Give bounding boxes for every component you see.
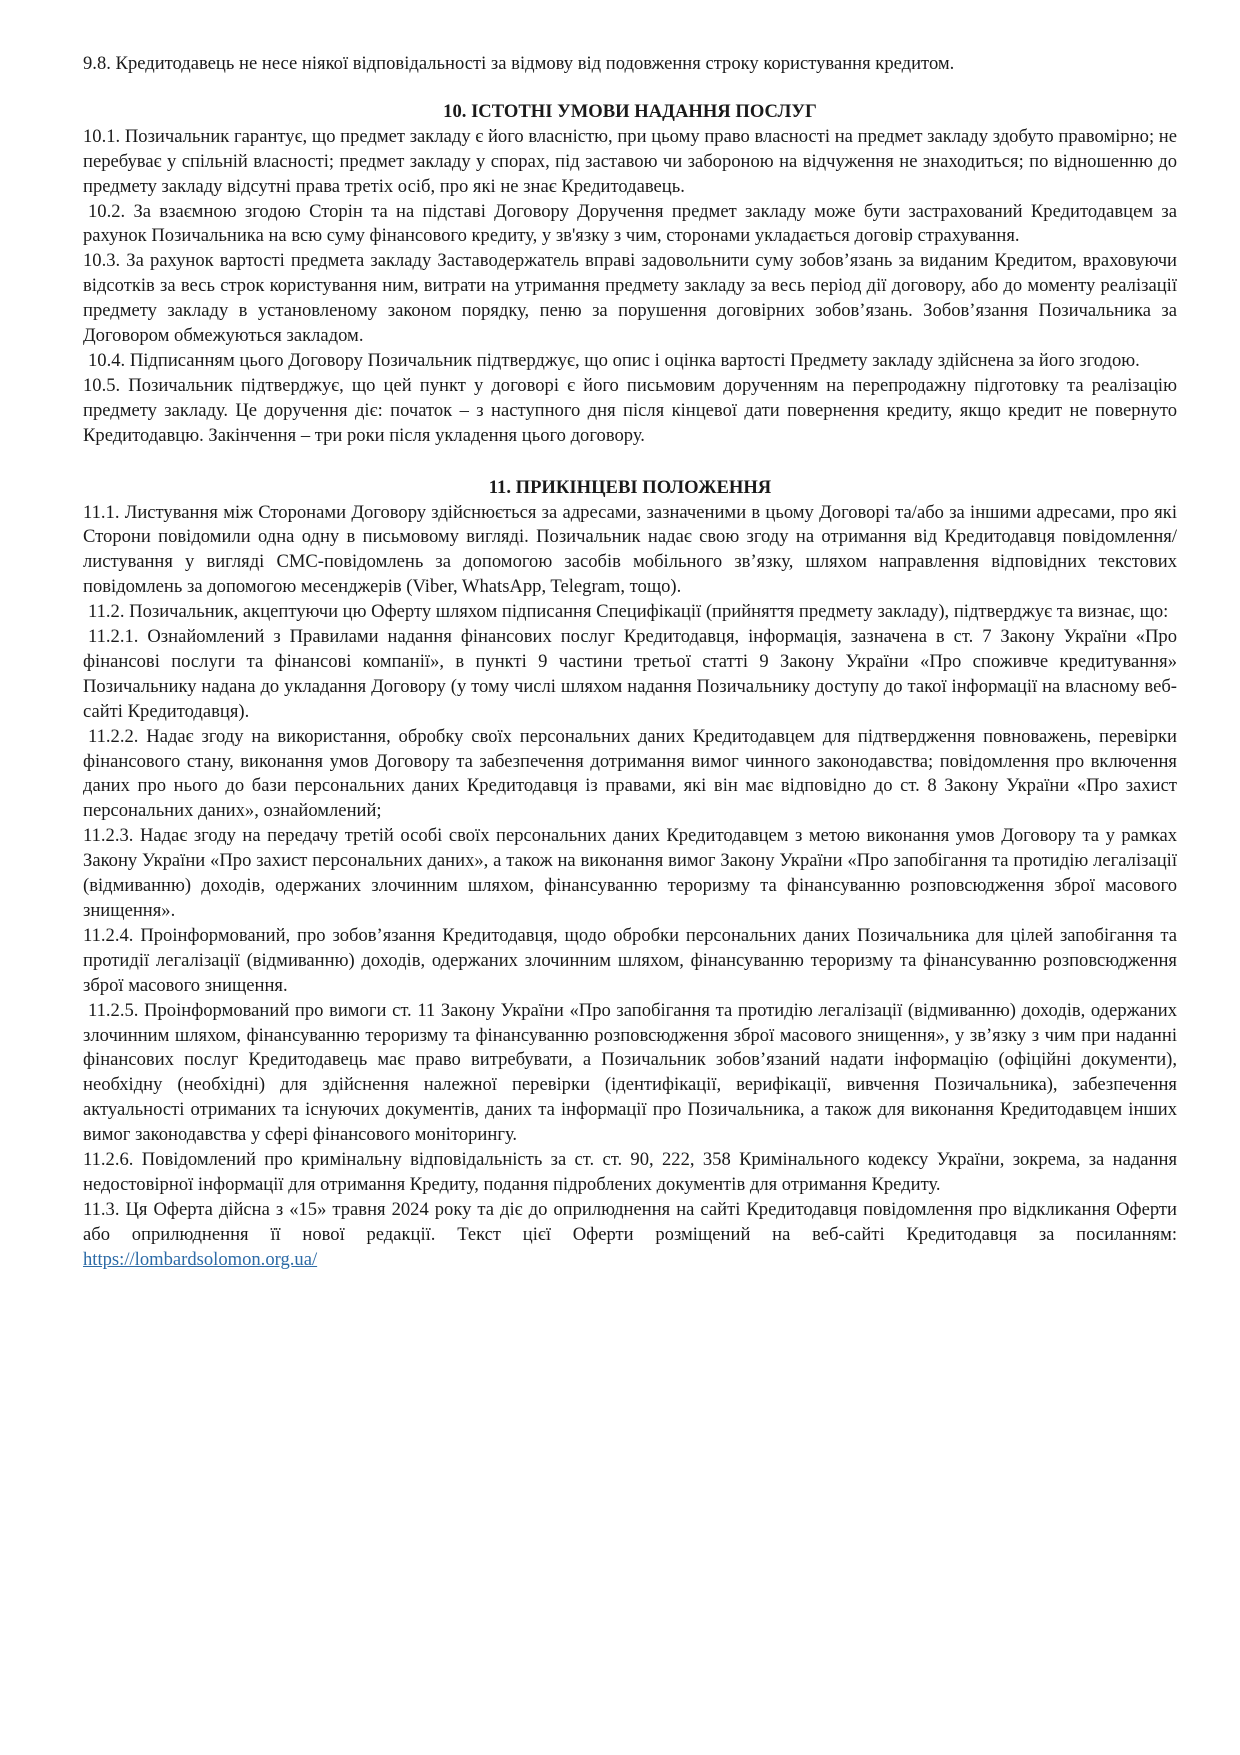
paragraph-11-2-3: 11.2.3. Надає згоду на передачу третій особі своїх персональних даних Кредитодавцем з метою виконання умов Договору та у рамках Закону України «Про захист персональних даних», а також на виконання вимог Закону України «Про запобігання та протидію легалізації (відмиванню) доходів, одержаних злочинним шляхом, фінансуванню тероризму та фінансуванню розповсюдження зброї масового знищення». [83,825,1177,921]
paragraph-10-5: 10.5. Позичальник підтверджує, що цей пункт у договорі є його письмовим дорученням на перепродажну підготовку та реалізацію предмету закладу. Це доручення діє: початок – з наступного дня після кінцевої дати повернення кредиту, якщо кредит не повернуто Кредитодавцю. Закінчення – три роки після укладення цього договору. [83,374,1177,446]
website-link[interactable]: https://lombardsolomon.org.ua/ [83,1248,318,1270]
section-11-title: 11. ПРИКІНЦЕВІ ПОЛОЖЕННЯ [488,476,772,498]
paragraph-11-3-text: 11.3. Ця Оферта дійсна з «15» травня 2024 року та діє до оприлюднення на сайті Кредитодавця повідомлення про відкликання Оферти або оприлюднення її нової редакції. Текст цієї Оферти розміщений на веб-сайті Кредитодавця за посиланням: [83,1198,1177,1245]
paragraph-9-8: 9.8. Кредитодавець не несе ніякої відповідальності за відмову від подовження строку користування кредитом. [83,53,955,74]
paragraph-11-2-2: 11.2.2. Надає згоду на використання, обробку своїх персональних даних Кредитодавцем для підтвердження повноважень, перевірки фінансового стану, виконання умов Договору та забезпечення дотримання вимог чинного законодавства; повідомлення про включення даних про нього до бази персональних даних Кредитодавця із правами, які він має відповідно до ст. 8 Закону України «Про захист персональних даних», ознайомлений; [83,725,1177,822]
paragraph-11-1: 11.1. Листування між Сторонами Договору здійснюється за адресами, зазначеними в цьому Договорі та/або за іншими адресами, про які Сторони повідомили одна одну в письмовому вигляді. Позичальник надає свою згоду на отримання від Кредитодавця повідомлення/листування у вигляді СМС-повідомлень за допомогою засобів мобільного зв’язку, шляхом направлення відповідних текстових повідомлень за допомогою месенджерів (Viber, WhatsApp, Telegram, тощо). [83,501,1177,598]
paragraph-11-2-5: 11.2.5. Проінформований про вимоги ст. 11 Закону України «Про запобігання та протидію легалізації (відмиванню) доходів, одержаних злочинним шляхом, фінансуванню тероризму та фінансуванню розповсюдження зброї масового знищення», у зв’язку з чим при наданні фінансових послуг Кредитодавець має право витребувати, а Позичальник зобов’язаний надати інформацію (офіційні документи), необхідну (необхідні) для здійснення належної перевірки (ідентифікації, верифікації, вивчення Позичальника), забезпечення актуальності отриманих та існуючих документів, даних та інформації про Позичальника, а також для виконання Кредитодавцем інших вимог законодавства у сфері фінансового моніторингу. [83,999,1177,1146]
section-10-title: 10. ІСТОТНІ УМОВИ НАДАННЯ ПОСЛУГ [443,100,817,122]
paragraph-11-3 [83,1198,1177,1273]
paragraph-10-3: 10.3. За рахунок вартості предмета закладу Заставодержатель вправі задовольнити суму зобов’язань за виданим Кредитом, враховуючи відсотків за весь строк користування ним, витрати на утримання предмету закладу за весь період дії договору, або до моменту реалізації предмету закладу в установленому законом порядку, пеню за порушення договірних зобов’язань. Зобов’язання Позичальника за Договором обмежуються закладом. [83,250,1177,347]
paragraph-10-1: 10.1. Позичальник гарантує, що предмет закладу є його власністю, при цьому право власності на предмет закладу здобуто правомірно; не перебуває у спільній власності; предмет закладу у спорах, під заставою чи забороною на відчуження не знаходиться; по відношенню до предмету закладу відсутні права третіх осіб, про які не знає Кредитодавець. [83,125,1177,197]
paragraph-11-2: 11.2. Позичальник, акцептуючи цю Оферту шляхом підписання Специфікації (прийняття предмету закладу), підтверджує та визнає, що: [88,601,1169,623]
paragraph-11-2-4: 11.2.4. Проінформований, про зобов’язання Кредитодавця, щодо обробки персональних даних Позичальника для цілей запобігання та протидії легалізації (відмиванню) доходів, одержаних злочинним шляхом, фінансуванню тероризму та фінансуванню розповсюдження зброї масового знищення. [83,924,1177,996]
paragraph-10-2: 10.2. За взаємною згодою Сторін та на підставі Договору Доручення предмет закладу може бути застрахований Кредитодавцем за рахунок Позичальника на всю суму фінансового кредиту, у зв'язку з чим, сторонами укладається договір страхування. [83,200,1177,247]
paragraph-10-4: 10.4. Підписанням цього Договору Позичальник підтверджує, що опис і оцінка вартості Предмету закладу здійснена за його згодою. [88,349,1140,371]
paragraph-11-2-6: 11.2.6. Повідомлений про кримінальну відповідальність за ст. ст. 90, 222, 358 Кримінального кодексу України, зокрема, за надання недостовірної інформації для отримання Кредиту, подання підроблених документів для отримання Кредиту. [83,1149,1177,1195]
paragraph-11-2-1: 11.2.1. Ознайомлений з Правилами надання фінансових послуг Кредитодавця, інформація, зазначена в ст. 7 Закону України «Про фінансові послуги та фінансові компанії», в пункті 9 частини третьої статті 9 Закону України «Про споживче кредитування» Позичальнику надана до укладання Договору (у тому числі шляхом надання Позичальнику доступу до такої інформації на власному веб-сайті Кредитодавця). [83,626,1177,722]
document-page [83,52,1177,1273]
